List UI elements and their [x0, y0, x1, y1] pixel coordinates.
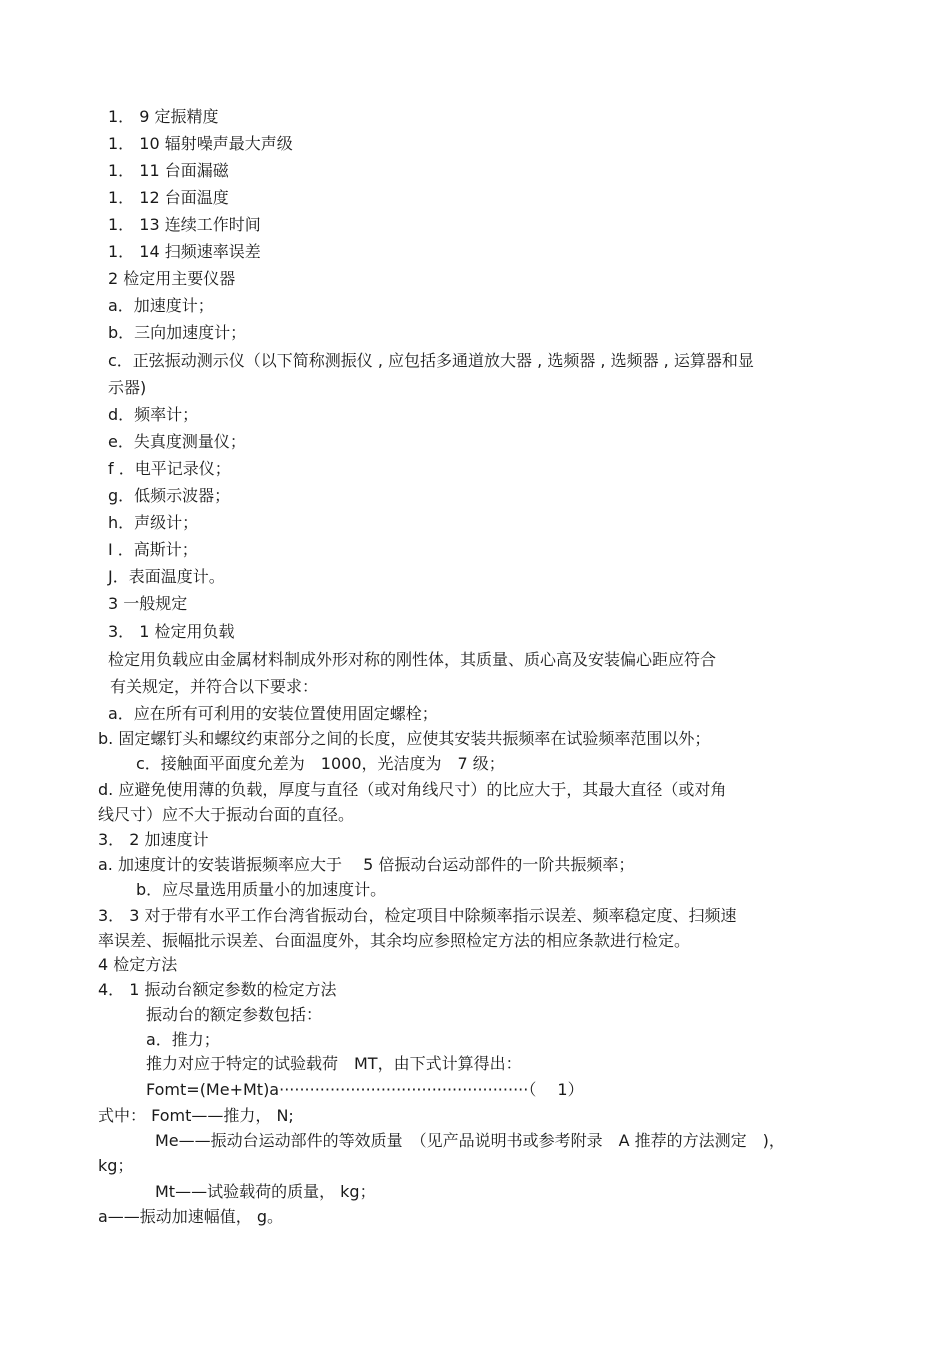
section-heading: 3． 2 加速度计	[98, 830, 209, 849]
formula-line: Fomt=(Me+Mt)a·················································（ 1）	[146, 1080, 584, 1099]
section-heading: 3 一般规定	[108, 594, 188, 613]
list-item: b．三向加速度计；	[108, 323, 247, 342]
list-item: h．声级计；	[108, 513, 199, 532]
list-item: I ．高斯计；	[108, 540, 198, 559]
list-item-continuation: 示器)	[108, 378, 147, 397]
definition-line: Mt——试验载荷的质量， kg；	[155, 1182, 376, 1201]
section-heading: 1． 11 台面漏磁	[108, 161, 229, 180]
paragraph-line: 检定用负载应由金属材料制成外形对称的刚性体，其质量、质心高及安装偏心距应符合	[108, 650, 717, 669]
section-heading: 1． 12 台面温度	[108, 188, 229, 207]
list-item: d．频率计；	[108, 405, 199, 424]
list-item: a．加速度计；	[108, 296, 214, 315]
section-heading: 4． 1 振动台额定参数的检定方法	[98, 980, 337, 999]
paragraph-line: 有关规定，并符合以下要求：	[110, 677, 319, 696]
section-heading: 1． 9 定振精度	[108, 107, 219, 126]
list-item: a．推力；	[146, 1030, 220, 1049]
section-heading: 3． 1 检定用负载	[108, 622, 235, 641]
list-item: a．应在所有可利用的安装位置使用固定螺栓；	[108, 704, 438, 723]
list-item: d. 应避免使用薄的负载，厚度与直径（或对角线尺寸）的比应大于，其最大直径（或对角	[98, 780, 727, 799]
paragraph-line: 3． 3 对于带有水平工作台湾省振动台，检定项目中除频率指示误差、频率稳定度、扫频速	[98, 906, 737, 925]
list-item: c．接触面平面度允差为 1000，光洁度为 7 级；	[136, 754, 505, 773]
section-heading: 2 检定用主要仪器	[108, 269, 236, 288]
definition-continuation: kg；	[98, 1156, 134, 1175]
list-item: c．正弦振动测示仪（以下简称测振仪 , 应包括多通道放大器 , 选频器 , 选频器 , 运算器和显	[108, 351, 754, 370]
list-item: J．表面温度计。	[108, 567, 225, 586]
list-item: f ．电平记录仪；	[108, 459, 231, 478]
section-heading: 1． 14 扫频速率误差	[108, 242, 261, 261]
list-item: b. 固定螺钉头和螺纹约束部分之间的长度，应使其安装共振频率在试验频率范围以外；	[98, 729, 711, 748]
list-item: b．应尽量选用质量小的加速度计。	[136, 880, 387, 899]
paragraph-line: 振动台的额定参数包括：	[146, 1005, 323, 1024]
paragraph-line: 推力对应于特定的试验载荷 MT，由下式计算得出：	[146, 1054, 522, 1073]
section-heading: 1． 13 连续工作时间	[108, 215, 261, 234]
list-item-continuation: 线尺寸）应不大于振动台面的直径。	[98, 805, 355, 824]
section-heading: 4 检定方法	[98, 955, 178, 974]
section-heading: 1． 10 辐射噪声最大声级	[108, 134, 293, 153]
list-item: a. 加速度计的安装谐振频率应大于 5 倍振动台运动部件的一阶共振频率；	[98, 855, 635, 874]
paragraph-line: 率误差、振幅批示误差、台面温度外，其余均应参照检定方法的相应条款进行检定。	[98, 931, 691, 950]
list-item: e．失真度测量仪；	[108, 432, 246, 451]
definition-line: 式中： Fomt——推力， N;	[98, 1106, 294, 1125]
list-item: g．低频示波器；	[108, 486, 231, 505]
definition-line: Me——振动台运动部件的等效质量 （见产品说明书或参考附录 A 推荐的方法测定 )，	[155, 1131, 785, 1150]
definition-line: a——振动加速幅值， g。	[98, 1207, 284, 1226]
